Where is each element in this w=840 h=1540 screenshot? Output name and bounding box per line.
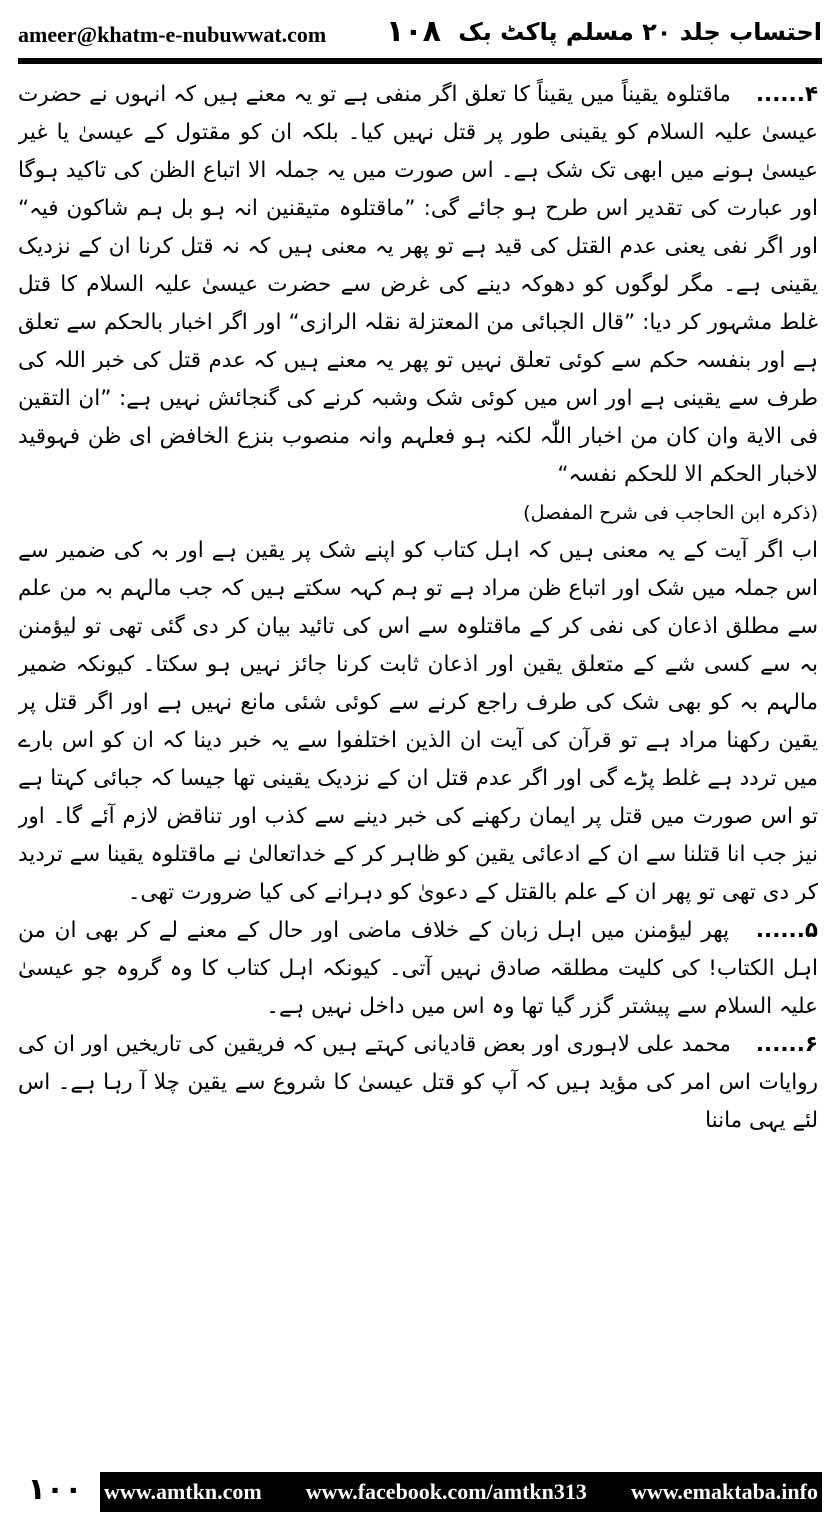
footer-link-emaktaba[interactable]: www.emaktaba.info <box>630 1479 818 1504</box>
page-content <box>18 76 818 1444</box>
paragraph-main: اب اگر آیت کے یہ معنی ہیں کہ اہل کتاب کو اپنے شک پر یقین ہے اور بہ کی ضمیر سے اس جملہ میں شک اور اتباع ظن مراد ہے تو ہم کہہ سکتے ہیں کہ جب مالہم بہ من علم سے مطلق اذعان کی نفی کر کے ماقتلوہ سے اس کی تائید بیان کر دی گئی تھی تو لیؤمنن بہ سے کسی شے کے متعلق یقین اور اذعان ثابت کرنا جائز نہیں ہو سکتا۔ کیونکہ ضمیر مالہم بہ کو بھی شک کی طرف راجع کرنے سے کوئی شئی مانع نہیں ہے اور اگر قتل پر یقین رکھنا مراد ہے تو قرآن کی آیت ان الذین اختلفوا سے یہ خبر دینا کہ ان کو اس بارے میں تردد ہے غلط پڑے گی اور اگر عدم قتل ان کے نزدیک یقینی تھا جیسا کہ جبائی کہتا ہے تو اس صورت میں قتل پر ایمان رکھنے کی خبر دینے سے کذب اور تناقض لازم آئے گا۔ اور نیز جب انا قتلنا سے ان کے ادعائی یقین کو ظاہر کر کے خداتعالیٰ نے ماقتلوہ یقینا سے تردید کر دی تھی تو پھر ان کے علم بالقتل کے دعویٰ کو دہرانے کی کیا ضرورت تھی۔ <box>18 538 818 905</box>
page-header <box>18 12 822 54</box>
paragraph-text: پھر لیؤمنن میں اہل زبان کے خلاف ماضی اور حال کے معنے لے کر بھی ان من اہل الکتاب! کی کلیت مطلقہ صادق نہیں آتی۔ کیونکہ اہل کتاب کا وہ گروہ جو عیسیٰ علیہ السلام سے پیشتر گزر گیا تھا وہ اس میں داخل نہیں ہے۔ <box>18 918 818 1019</box>
header-page-number: ۱۰۸ <box>386 14 441 49</box>
reference-note: (ذکرہ ابن الحاجب فی شرح المفصل) <box>523 502 818 524</box>
paragraph-number: ۵...... <box>755 918 818 943</box>
paragraph-number: ۴...... <box>755 82 818 107</box>
paragraph-number: ۶...... <box>755 1032 818 1057</box>
arabic-quote: ”ان التقین فی الایة وان کان من اخبار اللّٰہ لکنہ ہو فعلہم وانہ منصوب بنزع الخافض ای ظن فہوقید لاخبار الحکم الا للحکم نفسہ“ <box>18 386 818 487</box>
paragraph-5 <box>18 912 818 1026</box>
paragraph-text: ماقتلوہ یقیناً میں یقیناً کا تعلق اگر منفی ہے تو یہ معنے ہیں کہ انہوں نے حضرت عیسیٰ علیہ السلام کو یقینی طور پر قتل نہیں کیا۔ بلکہ ان کو مقتول کے عیسیٰ یا غیر عیسیٰ ہونے میں ابھی تک شک ہے۔ اس صورت میں یہ جملہ الا اتباع الظن کی تاکید ہوگا اور عبارت کی تقدیر اس طرح ہو جائے گی: ”ماقتلوہ متیقنین انہ ہو بل ہم شاکون فیہ“ اور اگر نفی یعنی عدم القتل کی قید ہے تو پھر یہ معنی ہیں کہ نہ قتل کرنا ان کے نزدیک یقینی ہے۔ مگر لوگوں کو دھوکہ دینے کی غرض سے حضرت عیسیٰ علیہ السلام کا قتل غلط مشہور کر دیا: ”قال الجبائی من المعتزلة نقلہ الرازی“ اور اگر اخبار بالحکم سے تعلق ہے اور بنفسہ حکم سے کوئی تعلق نہیں تو پھر یہ معنے ہیں کہ عدم قتل کی خبر اللہ کی طرف سے یقینی ہے اور اس میں کوئی شک وشبہ کرنے کی گنجائش نہیں ہے: <box>18 82 818 411</box>
paragraph-6 <box>18 1026 818 1140</box>
footer-link-facebook[interactable]: www.facebook.com/amtkn313 <box>305 1479 587 1504</box>
footer-links <box>104 1472 818 1512</box>
header-book-title: احتساب جلد ۲۰ مسلم پاکٹ بک <box>458 18 822 46</box>
paragraph-text: محمد علی لاہوری اور بعض قادیانی کہتے ہیں کہ فریقین کی تاریخیں اور ان کی روایات اس امر کی مؤید ہیں کہ آپ کو قتل عیسیٰ کا شروع سے یقین چلا آ رہا ہے۔ اس لئے یہی ماننا <box>18 1032 818 1133</box>
header-email: ameer@khatm-e-nubuwwat.com <box>18 22 327 47</box>
footer-link-amtkn[interactable]: www.amtkn.com <box>104 1479 262 1504</box>
paragraph-4 <box>18 76 818 494</box>
footer-page-number: ۱۰۰ <box>27 1472 83 1507</box>
header-rule <box>18 58 822 64</box>
page-footer <box>18 1462 822 1520</box>
